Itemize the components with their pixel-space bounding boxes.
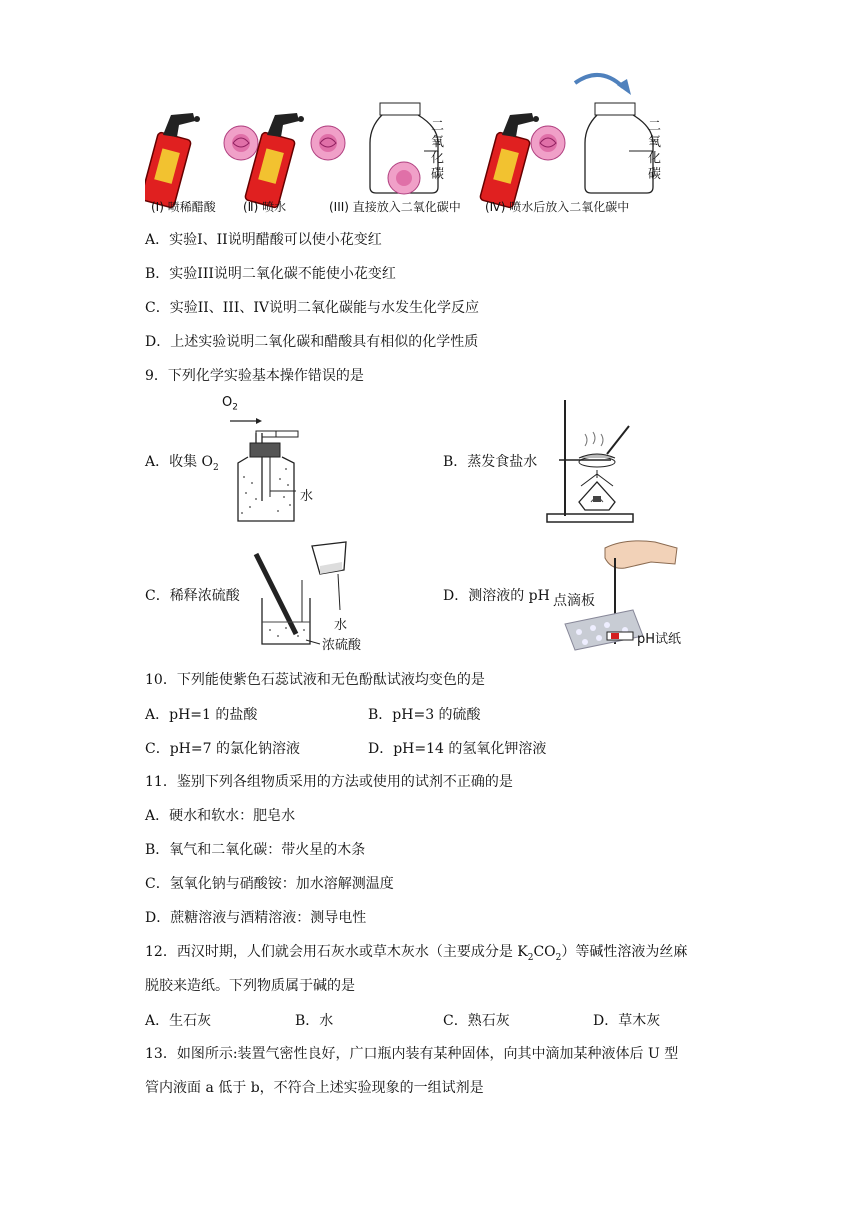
gas-bottle-figure: [220, 393, 330, 528]
curved-arrow-icon: [575, 75, 623, 87]
caption-1: (I) 喷稀醋酸: [151, 200, 216, 214]
spray-bottle-icon: [480, 113, 539, 208]
q11-option-a: A．硬水和软水：肥皂水: [145, 808, 296, 824]
q12-stem-line2: 脱胶来造纸。下列物质属于碱的是: [145, 978, 355, 994]
dilution-figure: [250, 540, 380, 652]
caption-2: (Ⅱ) 喷水: [243, 200, 287, 214]
q9-stem: 9．下列化学实验基本操作错误的是: [145, 368, 364, 384]
q13-stem-line2: 管内液面 a 低于 b，不符合上述实验现象的一组试剂是: [145, 1080, 484, 1096]
q10-stem: 10．下列能使紫色石蕊试液和无色酚酞试液均变色的是: [145, 672, 485, 688]
rose-flower-icon: [311, 126, 345, 160]
jar-label-2: 二 氧 化 碳: [648, 119, 662, 182]
water-label: 水: [300, 489, 314, 504]
acid-label: 浓硫酸: [322, 638, 362, 653]
caption-4: (Ⅳ) 喷水后放入二氧化碳中: [485, 200, 630, 214]
q9-option-a: A．收集 $O_2$: [145, 454, 219, 473]
q12-option-d: D．草木灰: [593, 1013, 661, 1029]
q12-option-c: C．熟石灰: [443, 1013, 510, 1029]
q13-stem-line1: 13．如图所示:装置气密性良好，广口瓶内装有某种固体，向其中滴加某种液体后 U 型: [145, 1046, 679, 1062]
rose-flower-icon: [531, 126, 565, 160]
q11-stem: 11．鉴别下列各组物质采用的方法或使用的试剂不正确的是: [145, 774, 513, 790]
q12-option-b: B．水: [295, 1013, 334, 1029]
ph-test-figure: [555, 528, 695, 652]
gas-jar-icon: [585, 103, 653, 193]
gas-jar-icon: [370, 103, 438, 194]
spray-bottle-icon: [245, 113, 304, 208]
ph-paper-label: pH试纸: [637, 632, 682, 647]
q9-option-d: D．测溶液的 pH: [443, 588, 550, 604]
water-label: 水: [334, 618, 348, 633]
q11-option-c: C．氢氧化钠与硝酸铵：加水溶解测温度: [145, 876, 394, 892]
q8-option-b: B．实验III说明二氧化碳不能使小花变红: [145, 266, 396, 282]
o2-label: $O_2$: [222, 395, 238, 413]
q8-illustration: [145, 65, 675, 215]
q8-option-c: C．实验II、III、IV说明二氧化碳能与水发生化学反应: [145, 300, 480, 316]
spray-bottle-icon: [145, 113, 200, 208]
q8-option-d: D．上述实验说明二氧化碳和醋酸具有相似的化学性质: [145, 334, 479, 350]
caption-3: (III) 直接放入二氧化碳中: [329, 200, 461, 214]
q10-option-a: A．pH=1 的盐酸: [145, 707, 258, 723]
q10-option-c: C．pH=7 的氯化钠溶液: [145, 741, 300, 757]
q12-option-a: A．生石灰: [145, 1013, 212, 1029]
q8-figure: [145, 65, 675, 215]
jar-label-1: 二 氧 化 碳: [431, 119, 445, 182]
q10-option-b: B．pH=3 的硫酸: [368, 707, 481, 723]
evaporation-figure: [545, 398, 640, 526]
dropping-plate-label: 点滴板: [553, 593, 595, 609]
q9-option-c: C．稀释浓硫酸: [145, 588, 240, 604]
q12-stem-line1: 12．西汉时期，人们就会用石灰水或草木灰水（主要成分是 $K_2CO_2$）等碱性溶液为丝麻: [145, 944, 688, 963]
q8-option-a: A．实验I、II说明醋酸可以使小花变红: [145, 232, 382, 248]
q10-option-d: D．pH=14 的氢氧化钾溶液: [368, 741, 547, 757]
q9-option-b: B．蒸发食盐水: [443, 454, 538, 470]
q11-option-d: D．蔗糖溶液与酒精溶液：测导电性: [145, 910, 367, 926]
rose-flower-icon: [224, 126, 258, 160]
q11-option-b: B．氧气和二氧化碳：带火星的木条: [145, 842, 366, 858]
